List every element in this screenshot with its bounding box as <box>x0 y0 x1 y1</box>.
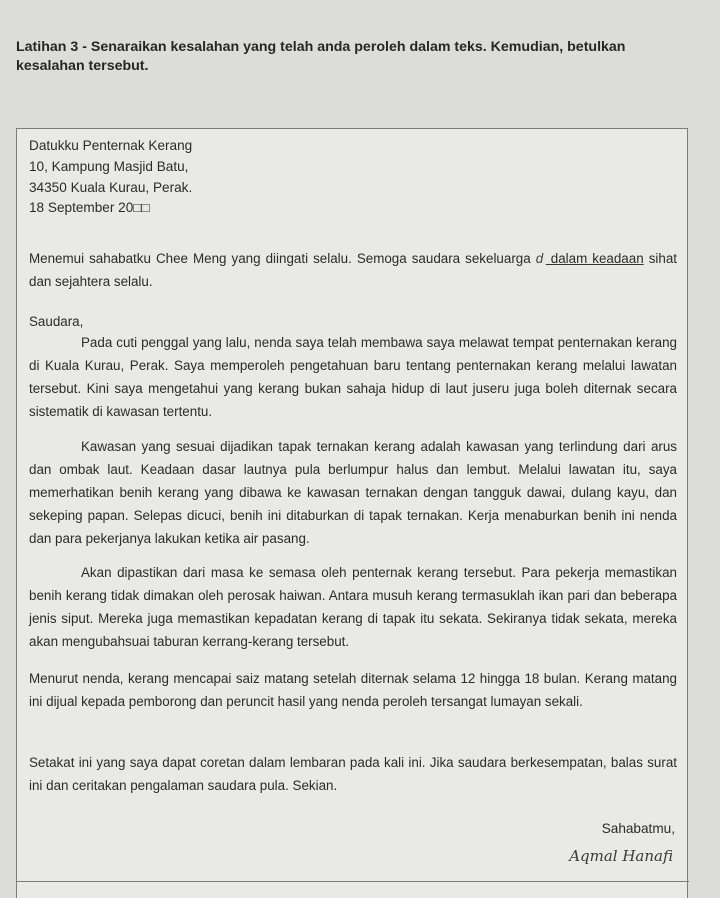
closing: Sahabatmu, <box>601 821 675 836</box>
address-line-1: Datukku Penternak Kerang <box>29 138 193 153</box>
opening-greeting <box>29 247 677 293</box>
handwritten-mark: d <box>535 251 544 266</box>
salutation: Saudara, <box>29 314 84 329</box>
paragraph-2: Kawasan yang sesuai dijadikan tapak ternakan kerang adalah kawasan yang terlindung dari arus dan ombak laut. Keadaan dasar lautnya pula berlumpur halus dan lembut. Melalui lawatan itu, saya memerhatikan benih kerang yang dibawa ke kawasan ternakan dengan tangguk dawai, dulang kayu, dan sekeping papan. Selepas dicuci, benih ini ditaburkan di tapak ternakan. Kerja menaburkan benih ini nenda dan para pekerjanya lakukan ketika air pasang. <box>29 439 677 546</box>
address-line-2: 10, Kampung Masjid Batu, <box>29 158 189 174</box>
underlined-phrase: dalam keadaan <box>545 251 644 266</box>
exercise-instruction <box>16 38 706 76</box>
greeting-text: Menemui sahabatku Chee Meng yang diingati selalu. Semoga saudara sekeluarga <box>29 251 536 266</box>
address-line-3: 34350 Kuala Kurau, Perak. <box>29 179 193 195</box>
sender-address <box>29 136 192 219</box>
instruction-line-1: Latihan 3 - Senaraikan kesalahan yang telah anda peroleh dalam teks. Kemudian, betulkan <box>16 39 626 55</box>
paragraph-5: Setakat ini yang saya dapat coretan dalam lembaran pada kali ini. Jika saudara berkesempatan, balas surat ini dan ceritakan pengalaman saudara pula. Sekian. <box>29 755 677 793</box>
paragraph-3: Akan dipastikan dari masa ke semasa oleh penternak kerang tersebut. Para pekerja memastikan benih kerang tidak dimakan oleh perosak haiwan. Antara musuh kerang termasuklah ikan pari dan beberapa jenis siput. Mereka juga memastikan kepadatan kerang di tapak itu sekata. Sekiranya tidak sekata, mereka akan mengubahsuai taburan kerrang-kerang tersebut. <box>29 565 677 649</box>
paragraph-1: Pada cuti penggal yang lalu, nenda saya telah membawa saya melawat tempat penternakan kerang di Kuala Kurau, Perak. Saya memperoleh pengetahuan baru tentang penternakan kerang melalui lawatan tersebut. Kini saya mengetahui yang kerang bukan sahaja hidup di laut juseru juga boleh diternak secara sistematik di kawasan tertentu. <box>29 335 677 419</box>
paragraph-4: Menurut nenda, kerang mencapai saiz matang setelah diternak selama 12 hingga 18 bulan. Kerang matang ini dijual kepada pemborong dan peruncit hasil yang nenda peroleh tersangat lumayan sekali. <box>29 671 677 709</box>
signature: Aqmal Hanafi <box>569 847 673 865</box>
box-bottom-border <box>17 881 689 882</box>
letter-date: 18 September 20□□ <box>29 200 150 216</box>
instruction-line-2: kesalahan tersebut. <box>16 58 149 74</box>
letter-box <box>16 128 688 898</box>
greeting-text-end: sihat dan sejahtera selalu. <box>29 251 677 289</box>
